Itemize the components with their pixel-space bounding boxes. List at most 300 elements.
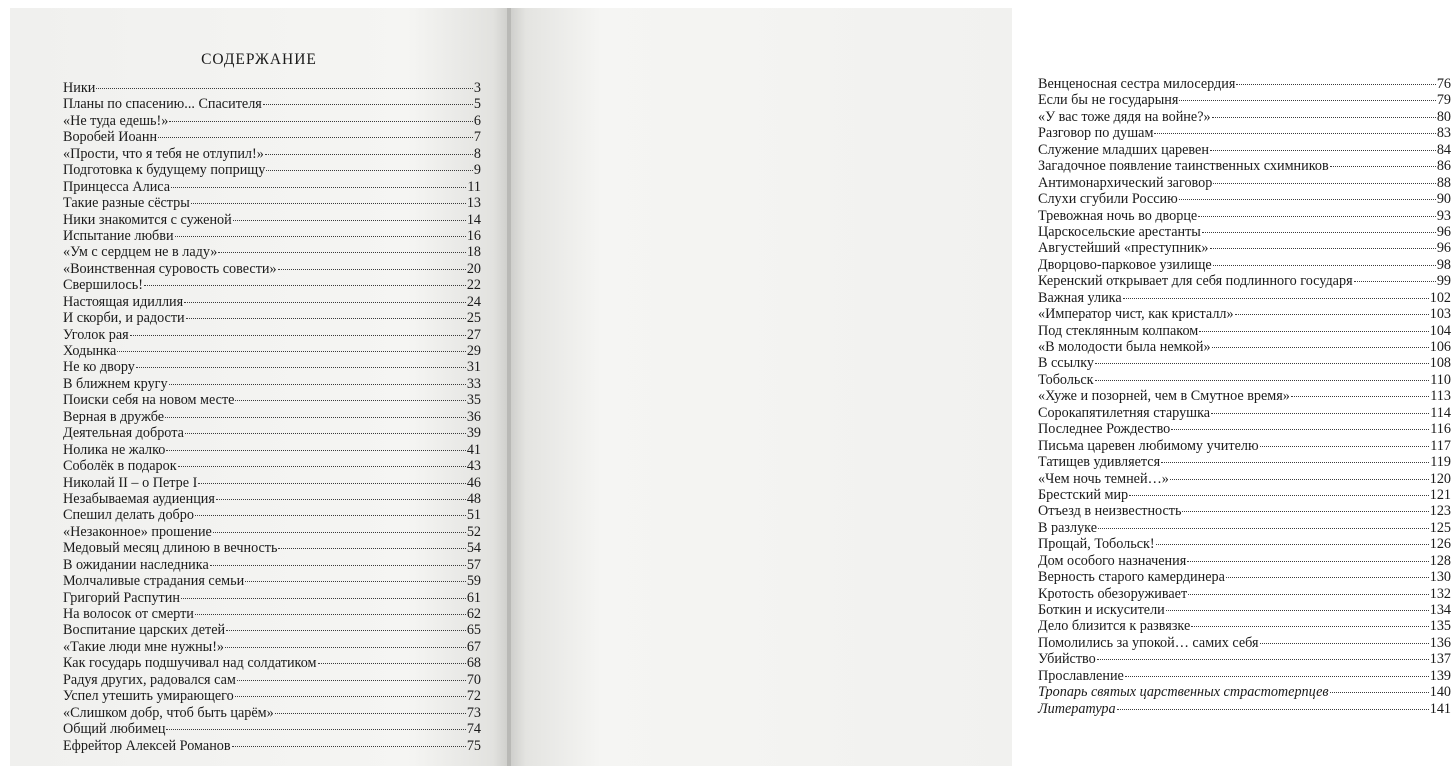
toc-entry-page: 117 bbox=[1430, 437, 1451, 454]
toc-leader-dots bbox=[165, 417, 466, 418]
toc-entry-title: Общий любимец bbox=[63, 721, 166, 738]
toc-entry bbox=[1038, 487, 1451, 503]
toc-entry-page: 61 bbox=[466, 589, 481, 606]
toc-leader-dots bbox=[1123, 298, 1429, 299]
toc-entry bbox=[63, 672, 481, 688]
toc-leader-dots bbox=[237, 680, 466, 681]
toc-leader-dots bbox=[1154, 133, 1435, 134]
toc-leader-dots bbox=[1212, 117, 1436, 118]
toc-entry-page: 54 bbox=[466, 540, 481, 557]
toc-entry bbox=[1038, 536, 1451, 552]
toc-entry-title: Не ко двору bbox=[63, 359, 135, 376]
toc-entry bbox=[1038, 273, 1451, 289]
toc-entry-page: 11 bbox=[467, 178, 481, 195]
toc-entry-page: 125 bbox=[1429, 519, 1451, 536]
toc-entry-title: Поиски себя на новом месте bbox=[63, 392, 235, 409]
toc-entry bbox=[1038, 290, 1451, 306]
toc-entry bbox=[63, 590, 481, 606]
toc-entry bbox=[1038, 520, 1451, 536]
toc-entry-title: Если бы не государыня bbox=[1038, 92, 1179, 109]
toc-entry-page: 110 bbox=[1430, 371, 1451, 388]
toc-entry-title: Важная улика bbox=[1038, 289, 1122, 306]
toc-leader-dots bbox=[181, 598, 466, 599]
toc-entry-page: 98 bbox=[1436, 256, 1451, 273]
toc-entry bbox=[63, 721, 481, 737]
toc-entry-page: 46 bbox=[466, 474, 481, 491]
toc-entry bbox=[1038, 339, 1451, 355]
toc-entry-page: 135 bbox=[1429, 618, 1451, 635]
right-page bbox=[511, 8, 1451, 766]
toc-entry-page: 18 bbox=[466, 244, 481, 261]
toc-leader-dots bbox=[96, 88, 473, 89]
toc-entry-page: 29 bbox=[466, 343, 481, 359]
toc-leader-dots bbox=[1098, 528, 1429, 529]
toc-entry-title: В разлуке bbox=[1038, 519, 1098, 536]
toc-leader-dots bbox=[169, 121, 473, 122]
toc-leader-dots bbox=[171, 187, 466, 188]
toc-entry-page: 102 bbox=[1429, 289, 1451, 306]
toc-leader-dots bbox=[1179, 100, 1435, 101]
toc-entry bbox=[1038, 454, 1451, 470]
toc-leader-dots bbox=[275, 713, 466, 714]
toc-entry-title: Прощай, Тобольск! bbox=[1038, 536, 1155, 553]
toc-entry-title: Свершилось! bbox=[63, 277, 144, 294]
toc-entry-page: 52 bbox=[466, 523, 481, 540]
toc-leader-dots bbox=[1260, 446, 1430, 447]
toc-entry-page: 76 bbox=[1436, 76, 1451, 92]
toc-entry-page: 68 bbox=[466, 655, 481, 672]
toc-entry bbox=[63, 195, 481, 211]
toc-entry bbox=[63, 162, 481, 178]
toc-entry bbox=[63, 705, 481, 721]
toc-entry-title: Григорий Распутин bbox=[63, 589, 180, 606]
toc-entry bbox=[63, 442, 481, 458]
toc-entry-page: 25 bbox=[466, 310, 481, 327]
toc-leader-dots bbox=[166, 450, 465, 451]
toc-entry-title: Воробей Иоанн bbox=[63, 129, 158, 146]
toc-entry-page: 140 bbox=[1429, 684, 1451, 701]
toc-entry-title: Служение младших царевен bbox=[1038, 141, 1209, 158]
toc-entry-page: 13 bbox=[466, 195, 481, 212]
toc-entry-title: Соболёк в подарок bbox=[63, 458, 177, 475]
toc-entry-page: 114 bbox=[1430, 404, 1451, 421]
toc-entry bbox=[63, 540, 481, 556]
toc-entry-page: 6 bbox=[473, 112, 481, 129]
toc-entry-title: Дом особого назначения bbox=[1038, 552, 1187, 569]
toc-entry bbox=[63, 409, 481, 425]
toc-entry bbox=[63, 557, 481, 573]
toc-entry bbox=[1038, 701, 1451, 717]
toc-leader-dots bbox=[1097, 659, 1429, 660]
toc-entry bbox=[1038, 191, 1451, 207]
toc-entry-title: Под стеклянным колпаком bbox=[1038, 322, 1199, 339]
toc-entry bbox=[63, 129, 481, 145]
toc-leader-dots bbox=[1210, 150, 1436, 151]
toc-entry bbox=[1038, 405, 1451, 421]
toc-leader-dots bbox=[1210, 248, 1436, 249]
toc-leader-dots bbox=[1188, 594, 1429, 595]
toc-leader-dots bbox=[1212, 347, 1429, 348]
toc-entry-title: Ходынка bbox=[63, 343, 117, 359]
toc-entry-title: В ожидании наследника bbox=[63, 556, 209, 573]
toc-entry-page: 43 bbox=[466, 458, 481, 475]
toc-entry-page: 141 bbox=[1429, 700, 1451, 717]
toc-leader-dots bbox=[185, 433, 466, 434]
toc-entry-title: «Незаконное» прошение bbox=[63, 523, 212, 540]
toc-entry bbox=[63, 179, 481, 195]
toc-entry bbox=[1038, 602, 1451, 618]
toc-entry-page: 96 bbox=[1436, 240, 1451, 257]
toc-entry-page: 3 bbox=[473, 80, 481, 96]
toc-entry-title: Татищев удивляется bbox=[1038, 454, 1161, 471]
toc-entry-page: 70 bbox=[466, 671, 481, 688]
toc-leader-dots bbox=[1202, 232, 1436, 233]
toc-entry-page: 14 bbox=[466, 211, 481, 228]
toc-entry-page: 65 bbox=[466, 622, 481, 639]
toc-entry-page: 123 bbox=[1429, 503, 1451, 520]
toc-leader-dots bbox=[166, 729, 465, 730]
toc-entry-title: Настоящая идиллия bbox=[63, 293, 184, 310]
toc-entry-title: «Ум с сердцем не в ладу» bbox=[63, 244, 218, 261]
toc-entry-page: 16 bbox=[466, 227, 481, 244]
toc-entry bbox=[63, 376, 481, 392]
toc-entry-page: 119 bbox=[1430, 454, 1451, 471]
toc-entry-title: Последнее Рождество bbox=[1038, 421, 1171, 438]
toc-entry bbox=[1038, 125, 1451, 141]
toc-leader-dots bbox=[1260, 643, 1429, 644]
toc-entry bbox=[63, 475, 481, 491]
toc-entry-page: 39 bbox=[466, 425, 481, 442]
toc-entry-page: 106 bbox=[1429, 339, 1451, 355]
toc-entry bbox=[63, 212, 481, 228]
toc-entry-title: «Такие люди мне нужны!» bbox=[63, 638, 225, 655]
toc-entry-title: Помолились за упокой… самих себя bbox=[1038, 634, 1259, 651]
toc-entry-page: 5 bbox=[473, 96, 481, 113]
toc-leader-dots bbox=[195, 515, 466, 516]
toc-entry bbox=[63, 738, 481, 754]
toc-entry-page: 79 bbox=[1436, 92, 1451, 109]
toc-entry bbox=[63, 688, 481, 704]
toc-entry bbox=[63, 343, 481, 359]
toc-entry bbox=[1038, 586, 1451, 602]
toc-entry-title: Николай II – о Петре I bbox=[63, 474, 198, 491]
toc-entry bbox=[1038, 684, 1451, 700]
toc-entry-page: 130 bbox=[1429, 569, 1451, 586]
toc-leader-dots bbox=[278, 269, 466, 270]
toc-leader-dots bbox=[1213, 183, 1435, 184]
toc-leader-dots bbox=[1095, 380, 1430, 381]
toc-entry-title: «У вас тоже дядя на войне?» bbox=[1038, 108, 1211, 125]
toc-entry bbox=[1038, 142, 1451, 158]
toc-leader-dots bbox=[144, 285, 466, 286]
toc-entry bbox=[1038, 503, 1451, 519]
toc-entry bbox=[63, 524, 481, 540]
toc-entry-title: «Слишком добр, чтоб быть царём» bbox=[63, 704, 274, 721]
toc-entry-title: Уголок рая bbox=[63, 326, 129, 343]
toc-leader-dots bbox=[1171, 429, 1429, 430]
toc-leader-dots bbox=[225, 647, 466, 648]
toc-leader-dots bbox=[1179, 199, 1436, 200]
toc-entry-title: Верная в дружбе bbox=[63, 408, 165, 425]
toc-entry-title: Августейший «преступник» bbox=[1038, 240, 1209, 257]
toc-entry bbox=[1038, 355, 1451, 371]
toc-entry bbox=[1038, 323, 1451, 339]
toc-entry-page: 7 bbox=[473, 129, 481, 146]
toc-entry-page: 72 bbox=[466, 688, 481, 705]
toc-entry bbox=[63, 146, 481, 162]
toc-entry-title: Ники знакомится с суженой bbox=[63, 211, 232, 228]
toc-entry-title: На волосок от смерти bbox=[63, 606, 194, 622]
toc-leader-dots bbox=[191, 203, 466, 204]
toc-entry-title: Незабываемая аудиенция bbox=[63, 490, 215, 507]
toc-entry-page: 74 bbox=[466, 721, 481, 738]
book-spread bbox=[10, 8, 1451, 766]
toc-entry bbox=[63, 639, 481, 655]
toc-entry-title: Такие разные сёстры bbox=[63, 195, 190, 212]
toc-leader-dots bbox=[136, 367, 466, 368]
toc-leader-dots bbox=[1199, 331, 1428, 332]
toc-leader-dots bbox=[1226, 577, 1429, 578]
toc-entry-page: 57 bbox=[466, 556, 481, 573]
toc-entry-page: 8 bbox=[473, 145, 481, 162]
toc-entry-title: Слухи сгубили Россию bbox=[1038, 191, 1178, 208]
toc-entry-title: Дело близится к развязке bbox=[1038, 618, 1191, 635]
toc-entry-title: Загадочное появление таинственных схимников bbox=[1038, 158, 1329, 175]
toc-entry-page: 80 bbox=[1436, 108, 1451, 125]
toc-entry-title: Тревожная ночь во дворце bbox=[1038, 207, 1198, 224]
toc-entry-page: 24 bbox=[466, 293, 481, 310]
toc-leader-dots bbox=[318, 663, 466, 664]
toc-entry-title: Прославление bbox=[1038, 667, 1124, 684]
toc-entry-page: 51 bbox=[466, 507, 481, 524]
toc-entry-page: 84 bbox=[1436, 141, 1451, 158]
toc-leader-dots bbox=[175, 236, 466, 237]
toc-leader-dots bbox=[235, 400, 465, 401]
toc-entry-page: 48 bbox=[466, 490, 481, 507]
toc-leader-dots bbox=[1235, 314, 1429, 315]
toc-leader-dots bbox=[213, 532, 466, 533]
toc-entry-page: 36 bbox=[466, 408, 481, 425]
left-page bbox=[10, 8, 508, 766]
toc-entry bbox=[63, 80, 481, 96]
toc-entry-title: Тропарь святых царственных страстотерпцев bbox=[1038, 684, 1329, 701]
toc-entry-title: Принцесса Алиса bbox=[63, 178, 171, 195]
toc-entry-page: 126 bbox=[1429, 536, 1451, 553]
toc-entry-title: Верность старого камердинера bbox=[1038, 569, 1225, 586]
toc-entry-page: 121 bbox=[1429, 486, 1451, 503]
toc-entry bbox=[1038, 618, 1451, 634]
toc-list-right bbox=[1038, 76, 1451, 717]
toc-leader-dots bbox=[232, 746, 466, 747]
toc-entry-title: Керенский открывает для себя подлинного государя bbox=[1038, 273, 1353, 290]
toc-entry-page: 93 bbox=[1436, 207, 1451, 224]
toc-entry bbox=[63, 277, 481, 293]
toc-entry-title: Кротость обезоруживает bbox=[1038, 585, 1188, 602]
toc-entry bbox=[1038, 569, 1451, 585]
toc-entry-page: 132 bbox=[1429, 585, 1451, 602]
toc-entry bbox=[1038, 635, 1451, 651]
toc-entry bbox=[1038, 257, 1451, 273]
toc-leader-dots bbox=[1182, 511, 1428, 512]
toc-entry-page: 113 bbox=[1430, 388, 1451, 405]
toc-entry bbox=[1038, 421, 1451, 437]
toc-entry bbox=[1038, 175, 1451, 191]
toc-entry-title: «Хуже и позорней, чем в Смутное время» bbox=[1038, 388, 1290, 405]
toc-entry-page: 99 bbox=[1436, 273, 1451, 290]
toc-leader-dots bbox=[245, 581, 466, 582]
toc-entry bbox=[1038, 240, 1451, 256]
toc-entry-title: «Прости, что я тебя не отлупил!» bbox=[63, 145, 264, 162]
toc-entry-title: Ефрейтор Алексей Романов bbox=[63, 737, 231, 754]
toc-entry bbox=[1038, 208, 1451, 224]
toc-leader-dots bbox=[117, 351, 465, 352]
toc-entry-page: 103 bbox=[1429, 306, 1451, 323]
toc-entry-title: «Император чист, как кристалл» bbox=[1038, 306, 1234, 323]
toc-entry bbox=[63, 294, 481, 310]
toc-entry-page: 134 bbox=[1429, 602, 1451, 618]
toc-leader-dots bbox=[1198, 216, 1436, 217]
toc-entry-title: Деятельная доброта bbox=[63, 425, 184, 442]
toc-entry bbox=[1038, 92, 1451, 108]
toc-entry-page: 27 bbox=[466, 326, 481, 343]
toc-leader-dots bbox=[1211, 413, 1429, 414]
toc-leader-dots bbox=[186, 318, 466, 319]
toc-entry-page: 136 bbox=[1429, 634, 1451, 651]
toc-leader-dots bbox=[1125, 676, 1429, 677]
toc-entry bbox=[1038, 471, 1451, 487]
toc-entry-page: 41 bbox=[466, 441, 481, 458]
toc-entry-page: 33 bbox=[466, 375, 481, 392]
toc-entry-page: 67 bbox=[466, 638, 481, 655]
toc-entry-title: Письма царевен любимому учителю bbox=[1038, 437, 1259, 454]
toc-leader-dots bbox=[265, 154, 473, 155]
toc-list-left bbox=[63, 80, 481, 754]
toc-entry bbox=[63, 359, 481, 375]
toc-entry-page: 139 bbox=[1429, 667, 1451, 684]
toc-leader-dots bbox=[1330, 166, 1436, 167]
toc-entry-title: Боткин и искусители bbox=[1038, 602, 1165, 618]
toc-entry-title: «Не туда едешь!» bbox=[63, 112, 169, 129]
toc-entry bbox=[63, 606, 481, 622]
toc-entry-page: 9 bbox=[473, 162, 481, 179]
toc-entry bbox=[63, 113, 481, 129]
toc-entry-title: «Воинственная суровость совести» bbox=[63, 260, 277, 277]
toc-entry-title: Как государь подшучивал над солдатиком bbox=[63, 655, 317, 672]
toc-leader-dots bbox=[266, 170, 473, 171]
toc-entry bbox=[63, 228, 481, 244]
toc-leader-dots bbox=[198, 483, 466, 484]
toc-entry-title: Ники bbox=[63, 80, 96, 96]
toc-entry-page: 137 bbox=[1429, 651, 1451, 668]
toc-leader-dots bbox=[210, 565, 466, 566]
toc-entry-title: Молчаливые страдания семьи bbox=[63, 573, 245, 590]
toc-entry-page: 73 bbox=[466, 704, 481, 721]
toc-entry-page: 104 bbox=[1429, 322, 1451, 339]
toc-entry-page: 90 bbox=[1436, 191, 1451, 208]
toc-leader-dots bbox=[1291, 396, 1429, 397]
toc-entry-title: «В молодости была немкой» bbox=[1038, 339, 1211, 355]
toc-entry-page: 88 bbox=[1436, 174, 1451, 191]
toc-leader-dots bbox=[1095, 363, 1429, 364]
toc-entry bbox=[63, 622, 481, 638]
toc-entry-title: Планы по спасению... Спасителя bbox=[63, 96, 262, 113]
toc-entry-page: 128 bbox=[1429, 552, 1451, 569]
toc-entry bbox=[1038, 109, 1451, 125]
toc-entry-title: В ссылку bbox=[1038, 355, 1095, 372]
toc-entry bbox=[63, 261, 481, 277]
toc-entry-title: Литература bbox=[1038, 700, 1116, 717]
toc-leader-dots bbox=[216, 499, 466, 500]
toc-entry-title: Дворцово-парковое узилище bbox=[1038, 256, 1212, 273]
toc-entry-title: «Чем ночь темней…» bbox=[1038, 470, 1169, 487]
toc-leader-dots bbox=[1213, 265, 1436, 266]
toc-entry bbox=[1038, 306, 1451, 322]
toc-leader-dots bbox=[195, 614, 466, 615]
toc-leader-dots bbox=[1191, 626, 1428, 627]
toc-entry bbox=[1038, 372, 1451, 388]
toc-entry-title: Отъезд в неизвестность bbox=[1038, 503, 1182, 520]
toc-leader-dots bbox=[130, 335, 466, 336]
toc-entry-title: Радуя других, радовался сам bbox=[63, 671, 236, 688]
toc-entry-page: 120 bbox=[1429, 470, 1451, 487]
toc-leader-dots bbox=[158, 137, 473, 138]
toc-entry-title: Подготовка к будущему поприщу bbox=[63, 162, 266, 179]
toc-entry bbox=[1038, 668, 1451, 684]
toc-entry bbox=[1038, 76, 1451, 92]
toc-entry-title: Антимонархический заговор bbox=[1038, 174, 1213, 191]
toc-entry-title: Сорокапятилетняя старушка bbox=[1038, 404, 1211, 421]
toc-entry-page: 83 bbox=[1436, 125, 1451, 142]
toc-entry-page: 96 bbox=[1436, 223, 1451, 240]
toc-entry-title: Венценосная сестра милосердия bbox=[1038, 76, 1236, 92]
toc-entry-page: 20 bbox=[466, 260, 481, 277]
toc-entry bbox=[63, 96, 481, 112]
toc-entry-page: 75 bbox=[466, 737, 481, 754]
toc-leader-dots bbox=[1117, 709, 1429, 710]
toc-entry-page: 86 bbox=[1436, 158, 1451, 175]
toc-entry bbox=[1038, 651, 1451, 667]
toc-leader-dots bbox=[278, 548, 465, 549]
toc-leader-dots bbox=[169, 384, 466, 385]
toc-entry bbox=[63, 244, 481, 260]
toc-entry bbox=[1038, 224, 1451, 240]
toc-entry-title: Медовый месяц длиною в вечность bbox=[63, 540, 278, 557]
toc-entry-title: Царскосельские арестанты bbox=[1038, 223, 1201, 240]
toc-leader-dots bbox=[1161, 462, 1429, 463]
toc-entry-title: Нолика не жалко bbox=[63, 441, 166, 458]
toc-entry-title: Воспитание царских детей bbox=[63, 622, 226, 639]
toc-leader-dots bbox=[263, 104, 473, 105]
toc-entry bbox=[1038, 438, 1451, 454]
toc-entry-title: Спешил делать добро bbox=[63, 507, 194, 524]
toc-entry bbox=[1038, 158, 1451, 174]
toc-entry-page: 62 bbox=[466, 606, 481, 622]
toc-entry-title: Разговор по душам bbox=[1038, 125, 1154, 142]
toc-leader-dots bbox=[1129, 495, 1429, 496]
toc-entry bbox=[63, 327, 481, 343]
toc-leader-dots bbox=[235, 696, 466, 697]
toc-entry-page: 31 bbox=[466, 359, 481, 376]
toc-entry bbox=[63, 458, 481, 474]
toc-heading: СОДЕРЖАНИЕ bbox=[201, 51, 317, 68]
toc-entry-title: И скорби, и радости bbox=[63, 310, 185, 327]
toc-leader-dots bbox=[1187, 561, 1428, 562]
toc-entry-page: 116 bbox=[1430, 421, 1451, 438]
toc-entry bbox=[1038, 553, 1451, 569]
toc-leader-dots bbox=[178, 466, 466, 467]
toc-entry bbox=[63, 573, 481, 589]
toc-entry-title: Тобольск bbox=[1038, 371, 1094, 388]
